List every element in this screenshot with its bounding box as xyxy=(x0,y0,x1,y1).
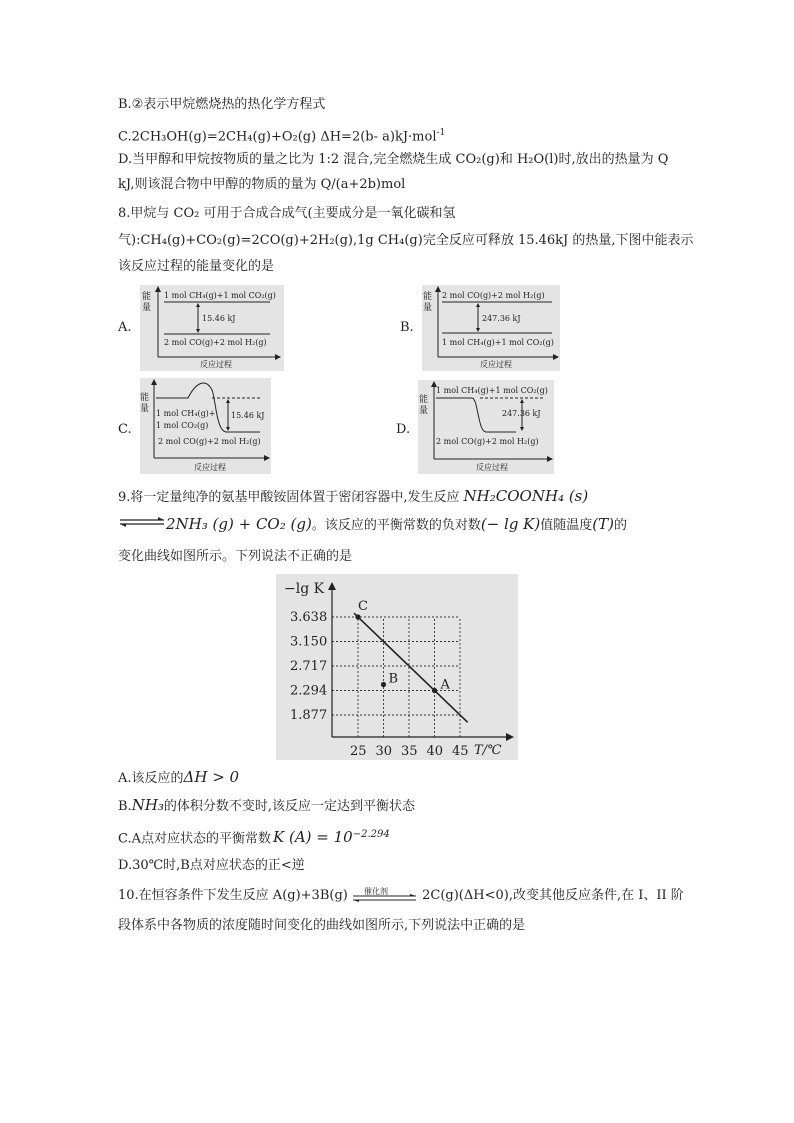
fig-d-top-label: 1 mol CH₄(g)+1 mol CO₂(g) xyxy=(436,386,548,395)
fig-c-top-label-2: 1 mol CO₂(g) xyxy=(156,421,209,430)
x-tick-label: 30 xyxy=(375,744,393,759)
point-label-a: A xyxy=(440,677,450,693)
fig-d-xlabel: 反应过程 xyxy=(476,463,508,472)
x-tick-label: 40 xyxy=(426,744,444,759)
q7-option-b: B.②表示甲烷燃烧热的热化学方程式 xyxy=(118,97,326,112)
point-c xyxy=(355,614,360,619)
y-axis-arrow-icon xyxy=(328,582,336,590)
fig-b-xlabel: 反应过程 xyxy=(480,360,512,369)
q9-chart xyxy=(276,574,518,760)
x-tick-label: 35 xyxy=(401,744,418,759)
x-axis-label: T/℃ xyxy=(474,743,502,758)
fig-b-ylabel-2: 量 xyxy=(423,303,433,313)
q8-figure-b xyxy=(422,285,560,371)
q9-option-b: B.NH₃的体积分数不变时,该反应一定达到平衡状态 xyxy=(118,796,416,814)
fig-b-delta: 247.36 kJ xyxy=(482,314,521,323)
fig-c-delta: 15.46 kJ xyxy=(231,411,265,420)
q8-stem-line1: 8.甲烷与 CO₂ 可用于合成合成气(主要成分是一氧化碳和氢 xyxy=(118,206,456,221)
catalyst-label: 催化剂 xyxy=(363,887,388,896)
y-tick-label: 1.877 xyxy=(290,708,328,723)
point-label-b: B xyxy=(388,671,399,687)
fig-a-ylabel-2: 量 xyxy=(142,303,152,313)
q9-stem-line3: 变化曲线如图所示。下列说法不正确的是 xyxy=(118,549,353,564)
fig-c-top-label-1: 1 mol CH₄(g)+ xyxy=(156,409,216,418)
fig-d-bottom-label: 2 mol CO(g)+2 mol H₂(g) xyxy=(436,437,539,446)
y-tick-label: 2.717 xyxy=(290,659,328,674)
fig-a-ylabel-1: 能 xyxy=(142,292,152,302)
equilibrium-arrow-icon xyxy=(118,515,166,533)
q10-stem-line1: 10.在恒容条件下发生反应 A(g)+3B(g) 催化剂 2C(g)(ΔH<0),改变其他反应条件,在 I、II 阶 xyxy=(118,887,684,905)
fig-d-ylabel-1: 能 xyxy=(419,395,429,405)
fig-a-xlabel: 反应过程 xyxy=(200,360,232,369)
q8-stem-line3: 该反应过程的能量变化的是 xyxy=(118,259,275,274)
x-tick-label: 45 xyxy=(452,744,469,759)
q9-stem-line2: 2NH₃ (g) + CO₂ (g)。该反应的平衡常数的负对数(− lg K)值随温度(T)的 xyxy=(118,515,627,535)
y-tick-label: 3.638 xyxy=(290,610,328,625)
y-tick-label: 3.150 xyxy=(290,634,328,650)
fig-d-ylabel-2: 量 xyxy=(419,406,429,416)
q7-option-d-line2: kJ,则该混合物中甲醇的物质的量为 Q/(a+2b)mol xyxy=(118,177,406,192)
point-label-c: C xyxy=(358,599,368,614)
q8-option-a-label: A. xyxy=(118,320,132,335)
q10-stem-line2: 段体系中各物质的浓度随时间变化的曲线如图所示,下列说法中正确的是 xyxy=(118,918,526,933)
q8-figure-a xyxy=(140,285,284,371)
q8-figure-d xyxy=(418,380,554,474)
fig-a-delta: 15.46 kJ xyxy=(202,314,236,323)
q7-option-d-line1: D.当甲醇和甲烷按物质的量之比为 1:2 混合,完全燃烧生成 CO₂(g)和 H₂O(l)时,放出的热量为 Q xyxy=(118,152,669,167)
fig-b-bottom-label: 1 mol CH₄(g)+1 mol CO₂(g) xyxy=(442,338,554,347)
fig-a-bottom-label: 2 mol CO(g)+2 mol H₂(g) xyxy=(164,338,267,347)
y-axis-label: −lg K xyxy=(284,581,325,597)
q9-option-d: D.30℃时,B点对应状态的正<逆 xyxy=(118,858,305,873)
fig-a-top-label: 1 mol CH₄(g)+1 mol CO₂(g) xyxy=(164,291,276,300)
fig-c-ylabel-2: 量 xyxy=(140,404,150,414)
point-b xyxy=(381,682,386,687)
q9-stem-line1: 9.将一定量纯净的氨基甲酸铵固体置于密闭容器中,发生反应 NH₂COONH₄ (s) xyxy=(118,487,589,505)
fig-b-ylabel-1: 能 xyxy=(423,292,433,302)
fig-c-ylabel-1: 能 xyxy=(140,393,150,403)
q8-option-b-label: B. xyxy=(400,320,414,335)
x-axis-arrow-icon xyxy=(506,733,514,741)
q9-option-c: C.A点对应状态的平衡常数 K $(A) = 10^{-2.294}$ xyxy=(118,828,390,847)
fig-b-top-label: 2 mol CO(g)+2 mol H₂(g) xyxy=(442,291,545,300)
fig-c-xlabel: 反应过程 xyxy=(194,463,226,472)
point-a xyxy=(432,688,437,693)
q8-option-c-label: C. xyxy=(118,422,132,437)
y-tick-label: 2.294 xyxy=(290,683,328,699)
q8-stem-line2: 气):CH₄(g)+CO₂(g)=2CO(g)+2H₂(g),1g CH₄(g)完全反应可释放 15.46kJ 的热量,下图中能表示 xyxy=(118,233,694,248)
series-line xyxy=(354,613,468,722)
fig-d-delta: 247.36 kJ xyxy=(502,409,541,418)
q8-figure-c xyxy=(140,378,271,474)
q9-option-a: A.该反应的ΔH > 0 xyxy=(118,768,240,786)
catalyst-arrow-icon xyxy=(352,887,418,905)
q8-option-d-label: D. xyxy=(396,422,411,437)
x-tick-label: 25 xyxy=(350,744,367,759)
fig-c-bottom-label: 2 mol CO(g)+2 mol H₂(g) xyxy=(158,437,261,446)
q7-option-c: C.2CH₃OH(g)=2CH₄(g)+O₂(g) ΔH=2(b- a)kJ·mol$^{-1}$ xyxy=(118,128,446,145)
